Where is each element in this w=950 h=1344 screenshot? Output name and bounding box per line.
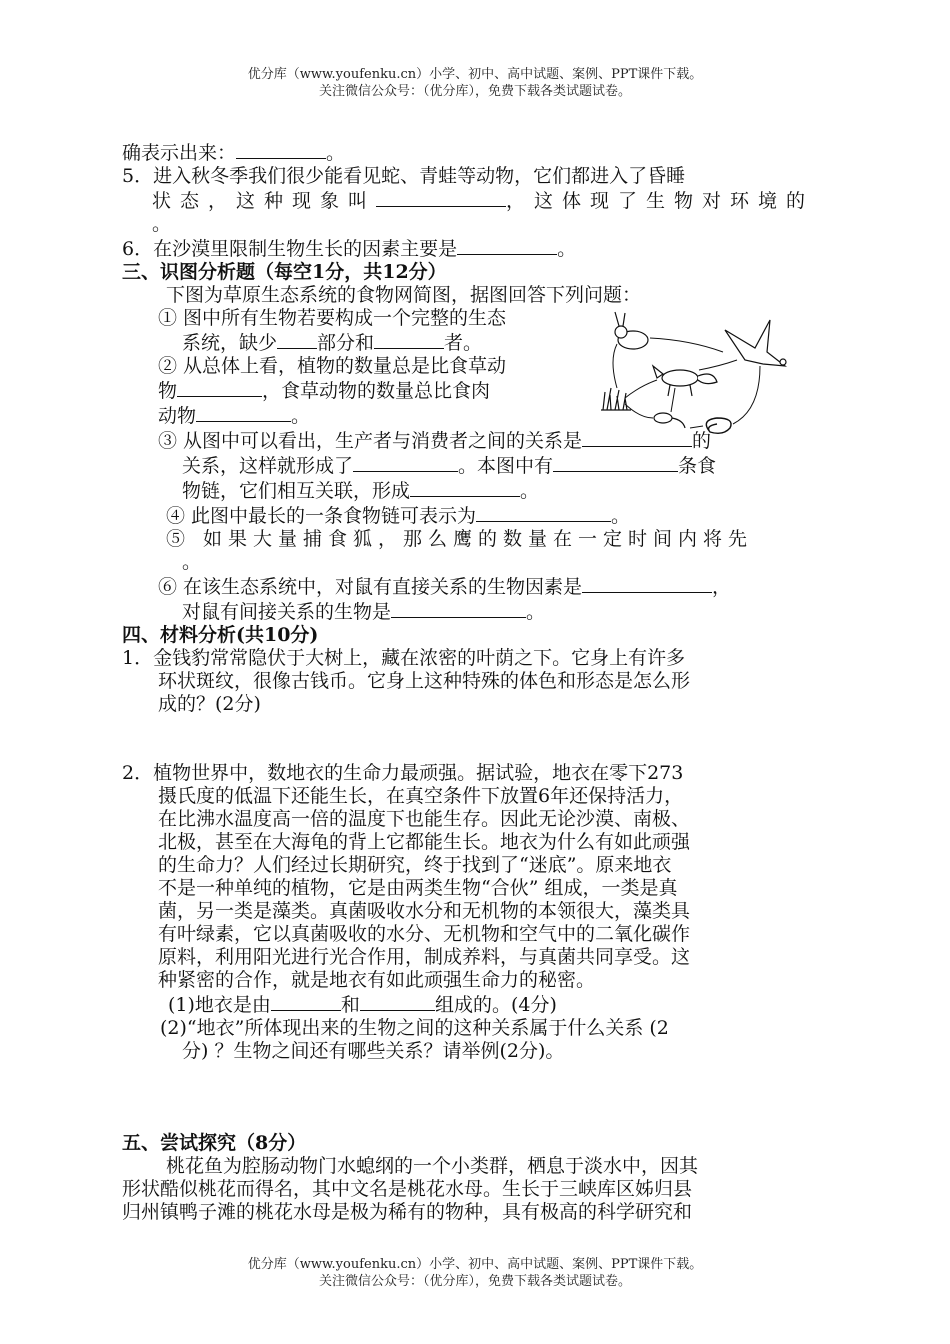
s3-question-3: ③ 从图中可以看出，生产者与消费者之间的关系是 的 (158, 430, 712, 452)
answer-blank[interactable] (376, 188, 506, 207)
answer-blank[interactable] (457, 236, 557, 255)
section-5-paragraph: 桃花鱼为腔肠动物门水螅纲的一个小类群，栖息于淡水中，因其 (166, 1155, 699, 1177)
material-1: 1．金钱豹常常隐伏于大树上，藏在浓密的叶荫之下。它身上有许多 (122, 647, 686, 669)
answer-space[interactable] (122, 716, 802, 762)
answer-blank[interactable] (360, 992, 435, 1011)
page-header (0, 66, 950, 100)
s3-question-5-line-2: 。 (182, 551, 202, 573)
s3-question-4: ④ 此图中最长的一条食物链可表示为 。 (166, 505, 631, 527)
material-1-line-3: 成的？(2分) (158, 693, 261, 715)
section-3-intro: 下图为草原生态系统的食物网简图，据图回答下列问题： (166, 284, 642, 306)
section-4-title: 四、材料分析(共10分) (122, 624, 319, 646)
section-5-paragraph-line-2: 形状酷似桃花而得名，其中文名是桃花水母。生长于三峡库区姊归县 (122, 1178, 693, 1200)
material-2-question-1: (1)地衣是由 和 组成的。(4分) (168, 994, 557, 1016)
s3-question-1: ① 图中所有生物若要构成一个完整的生态 (158, 307, 507, 329)
question-5-line-3: 。 (152, 213, 172, 235)
material-2-line-2: 摄氏度的低温下还能生长，在真空条件下放置6年还保持活力， (158, 785, 684, 807)
answer-blank[interactable] (582, 574, 712, 593)
section-5-paragraph-line-3: 归州镇鸭子滩的桃花水母是极为稀有的物种，具有极高的科学研究和 (122, 1201, 693, 1223)
footer-line-1: 优分库（www.youfenku.cn）小学、初中、高中试题、案例、PPT课件下载。 (247, 1257, 703, 1272)
s3-question-2: ② 从总体上看，植物的数量总是比食草动 (158, 355, 507, 377)
answer-blank[interactable] (374, 330, 444, 349)
answer-blank[interactable] (177, 378, 262, 397)
question-5: 5．进入秋冬季我们很少能看见蛇、青蛙等动物，它们都进入了昏睡 (122, 165, 686, 187)
answer-space[interactable] (122, 1063, 802, 1132)
answer-blank[interactable] (553, 453, 678, 472)
s3-question-3-line-2: 关系，这样就形成了 。本图中有 条食 (182, 455, 717, 477)
s3-question-6-line-2: 对鼠有间接关系的生物是 。 (182, 601, 546, 623)
s3-question-6: ⑥ 在该生态系统中，对鼠有直接关系的生物因素是 ， (158, 576, 732, 598)
answer-blank[interactable] (196, 403, 291, 422)
s3-question-3-line-3: 物链，它们相互关联，形成 。 (182, 480, 540, 502)
material-2: 2．植物世界中，数地衣的生命力最顽强。据试验，地衣在零下273 (122, 762, 684, 784)
question-6: 6．在沙漠里限制生物生长的因素主要是 。 (122, 238, 577, 260)
answer-blank[interactable] (476, 503, 611, 522)
food-web-figure (595, 300, 795, 450)
answer-blank[interactable] (271, 992, 341, 1011)
s3-question-1-line-2: 系统，缺少 部分和 者。 (182, 332, 483, 354)
material-2-line-6: 不是一种单纯的植物，它是由两类生物“合伙” 组成，一类是真 (158, 877, 678, 899)
answer-blank[interactable] (236, 140, 326, 159)
answer-blank[interactable] (353, 453, 458, 472)
section-3-title: 三、识图分析题（每空1分，共12分） (122, 261, 447, 283)
snake-icon (706, 418, 731, 433)
grass-icon (601, 388, 631, 410)
material-2-line-7: 菌，另一类是藻类。真菌吸收水分和无机物的本领很大，藻类具 (158, 900, 691, 922)
question-5-line-2: 状态，这种现象叫 ，这体现了生物对环境的 (152, 190, 815, 212)
header-line-1: 优分库（www.youfenku.cn）小学、初中、高中试题、案例、PPT课件下载。 (247, 67, 703, 82)
material-2-line-4: 北极，甚至在大海龟的背上它都能生长。地衣为什么有如此顽强 (158, 831, 691, 853)
material-2-line-9: 原料，利用阳光进行光合作用，制成养料，与真菌共同享受。这 (158, 946, 691, 968)
s3-question-5: ⑤ 如果大量捕食狐，那么鹰的数量在一定时间内将先 (166, 528, 754, 550)
answer-blank[interactable] (391, 599, 526, 618)
mouse-icon (654, 413, 685, 428)
header-line-2: 关注微信公众号：（优分库），免费下载各类试题试卷。 (318, 84, 631, 99)
material-2-question-2: (2)“地衣”所体现出来的生物之间的这种关系属于什么关系 (2 (160, 1017, 669, 1039)
page-footer (0, 1256, 950, 1290)
rabbit-icon (615, 312, 648, 349)
material-2-line-10: 种紧密的合作，就是地衣有如此顽强生命力的秘密。 (158, 969, 596, 991)
answer-blank[interactable] (410, 478, 520, 497)
material-2-line-3: 在比沸水温度高一倍的温度下也能生存。因此无论沙漠、南极、 (158, 808, 691, 830)
s3-question-2-line-2: 物 ，食草动物的数量总比食肉 (158, 380, 491, 402)
eagle-icon (725, 320, 786, 366)
s3-question-2-line-3: 动物 。 (158, 405, 311, 427)
material-2-question-2-line-2: 分) ？生物之间还有哪些关系？请举例(2分)。 (182, 1040, 565, 1062)
fox-icon (653, 366, 717, 396)
material-1-line-2: 环状斑纹，很像古钱币。它身上这种特殊的体色和形态是怎么形 (158, 670, 691, 692)
answer-blank[interactable] (277, 330, 317, 349)
material-2-line-8: 有叶绿素，它以真菌吸收的水分、无机物和空气中的二氧化碳作 (158, 923, 691, 945)
continued-line: 确表示出来： 。 (122, 142, 346, 164)
section-5-title: 五、尝试探究（8分） (122, 1132, 307, 1154)
footer-line-2: 关注微信公众号：（优分库），免费下载各类试题试卷。 (318, 1274, 631, 1289)
material-2-line-5: 的生命力？人们经过长期研究，终于找到了“迷底”。原来地衣 (158, 854, 672, 876)
